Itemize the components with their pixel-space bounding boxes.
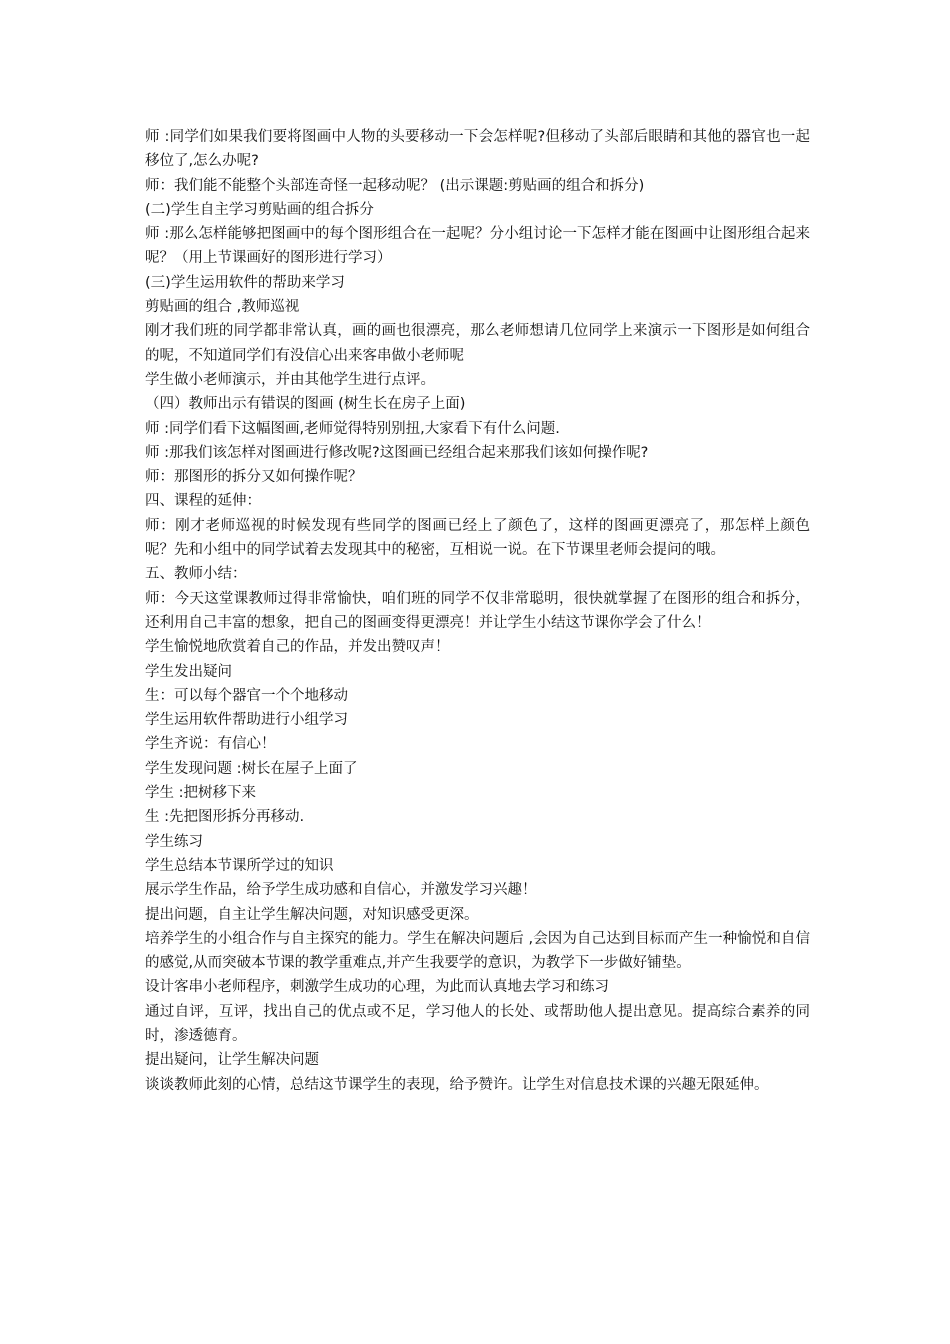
paragraph: 学生总结本节课所学过的知识 bbox=[145, 857, 334, 874]
paragraph: 师 :同学们看下这幅图画,老师觉得特别别扭,大家看下有什么问题. bbox=[145, 420, 560, 437]
paragraph: 师：刚才老师巡视的时候发现有些同学的图画已经上了颜色了，这样的图画更漂亮了，那怎样上颜色呢？先和小组中的同学试着去发现其中的秘密，互相说一说。在下节课里老师会提问的哦。 bbox=[145, 517, 810, 559]
paragraph: 师：今天这堂课教师过得非常愉快，咱们班的同学不仅非常聪明，很快就掌握了在图形的组合和拆分，还利用自己丰富的想象，把自己的图画变得更漂亮！并让学生小结这节课你学会了什么！ bbox=[145, 590, 810, 631]
section-heading: 四、课程的延伸： bbox=[145, 493, 261, 510]
paragraph: 设计客串小老师程序，刺激学生成功的心理，为此而认真地去学习和练习 bbox=[145, 979, 609, 996]
section-heading: （四）教师出示有错误的图画 (树生长在房子上面) bbox=[145, 396, 466, 413]
paragraph: 学生运用软件帮助进行小组学习 bbox=[145, 712, 348, 729]
paragraph: 学生做小老师演示，并由其他学生进行点评。 bbox=[145, 371, 435, 388]
paragraph: 剪贴画的组合 ,教师巡视 bbox=[145, 299, 300, 316]
paragraph: 师：那图形的拆分又如何操作呢？ bbox=[145, 469, 363, 486]
paragraph: 培养学生的小组合作与自主探究的能力。学生在解决问题后 ,会因为自己达到目标而产生一种愉悦和自信的感觉,从而突破本节课的教学重难点,并产生我要学的意识，为教学下一步做好铺垫。 bbox=[145, 930, 810, 972]
paragraph: 生 :先把图形拆分再移动. bbox=[145, 809, 305, 826]
paragraph: 生：可以每个器官一个个地移动 bbox=[145, 687, 348, 704]
paragraph: 通过自评，互评，找出自己的优点或不足，学习他人的长处、或帮助他人提出意见。提高综合素养的同时，渗透德育。 bbox=[145, 1003, 810, 1044]
section-heading: 五、教师小结： bbox=[145, 566, 247, 583]
paragraph: 学生发现问题 :树长在屋子上面了 bbox=[145, 760, 358, 777]
paragraph: 师 :那么怎样能够把图画中的每个图形组合在一起呢？分小组讨论一下怎样才能在图画中让图形组合起来呢？（用上节课画好的图形进行学习） bbox=[145, 226, 810, 267]
paragraph: 学生齐说：有信心！ bbox=[145, 736, 276, 753]
section-heading: (三)学生运用软件的帮助来学习 bbox=[145, 274, 345, 291]
paragraph: 提出疑问，让学生解决问题 bbox=[145, 1052, 319, 1069]
paragraph: 师 :那我们该怎样对图画进行修改呢?这图画已经组合起来那我们该如何操作呢? bbox=[145, 444, 649, 461]
paragraph: 提出问题，自主让学生解决问题，对知识感受更深。 bbox=[145, 906, 479, 923]
paragraph: 师 :同学们如果我们要将图画中人物的头要移动一下会怎样呢?但移动了头部后眼睛和其他的器官也一起移位了,怎么办呢? bbox=[145, 129, 810, 170]
paragraph: 学生 :把树移下来 bbox=[145, 785, 256, 802]
section-heading: (二)学生自主学习剪贴画的组合拆分 bbox=[145, 201, 374, 218]
paragraph: 展示学生作品，给予学生成功感和自信心，并激发学习兴趣！ bbox=[145, 882, 537, 899]
paragraph: 学生愉悦地欣赏着自己的作品，并发出赞叹声！ bbox=[145, 639, 450, 656]
paragraph: 学生发出疑问 bbox=[145, 663, 232, 680]
paragraph: 师：我们能不能整个头部连奇怪一起移动呢？ (出示课题:剪贴画的组合和拆分) bbox=[145, 177, 645, 194]
paragraph: 谈谈教师此刻的心情，总结这节课学生的表现，给予赞许。让学生对信息技术课的兴趣无限延伸。 bbox=[145, 1076, 769, 1093]
document-body bbox=[145, 125, 810, 1097]
paragraph: 学生练习 bbox=[145, 833, 203, 850]
paragraph: 刚才我们班的同学都非常认真，画的画也很漂亮，那么老师想请几位同学上来演示一下图形是如何组合的呢，不知道同学们有没信心出来客串做小老师呢 bbox=[145, 323, 810, 364]
